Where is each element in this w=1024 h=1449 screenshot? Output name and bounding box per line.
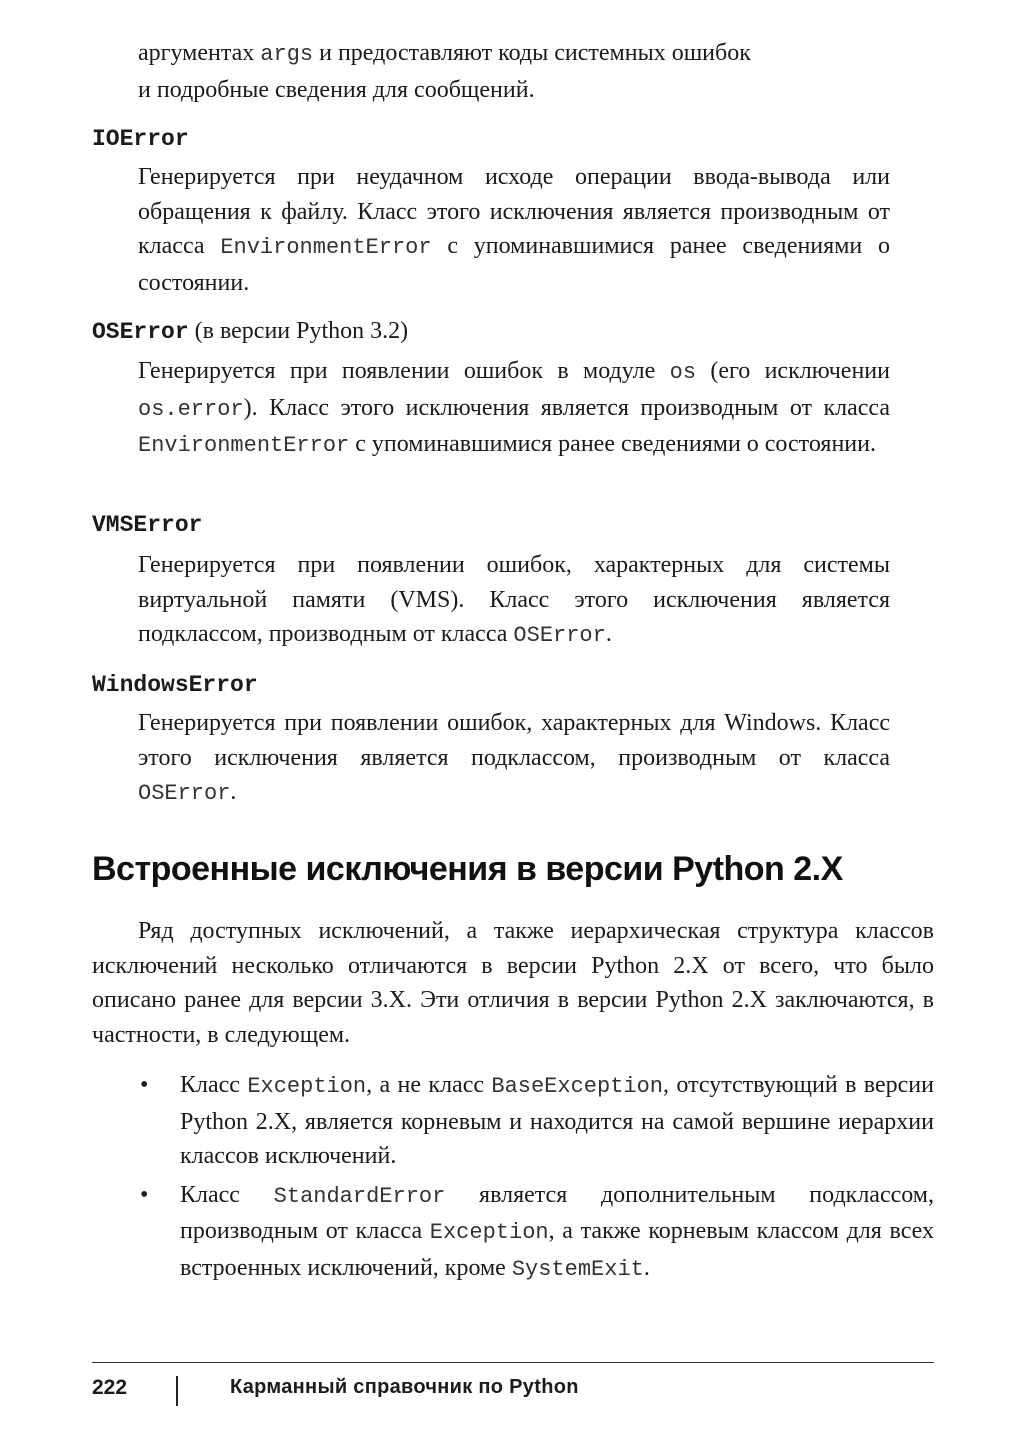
inline-code: os.error xyxy=(138,396,244,422)
inline-code: OSError xyxy=(138,781,231,806)
inline-code: OSError xyxy=(513,623,606,648)
term-name: OSError xyxy=(92,319,189,345)
inline-code: os xyxy=(669,360,697,385)
term-name: VMSError xyxy=(92,512,203,538)
inline-code: Exception xyxy=(429,1220,549,1245)
inline-code: Exception xyxy=(247,1074,367,1099)
term-description: Генерируется при появлении ошибок, характерных для Windows. Класс этого исключения является подклассом, производным от класса OSError. xyxy=(138,710,890,806)
continued-line-1: аргументах args и предоставляют коды системных ошибок xyxy=(138,40,751,67)
page-number: 222 xyxy=(92,1376,128,1399)
bullet-item: • Класс Exception, а не класс BaseException, отсутствующий в версии Python 2.X, является корневым и находится на самой вершине иерархии классов исключений. xyxy=(180,1068,934,1174)
term-heading xyxy=(92,316,408,347)
term-version-note: (в версии Python 3.2) xyxy=(188,318,409,344)
term-heading xyxy=(92,510,202,540)
section-heading: Встроенные исключения в версии Python 2.X xyxy=(92,850,843,888)
bullet-list xyxy=(140,1068,934,1289)
inline-code: EnvironmentError xyxy=(220,235,432,260)
term-description: Генерируется при появлении ошибок, характерных для системы виртуальной памяти (VMS). Класс этого исключения является подклассом, производным от класса OSError. xyxy=(138,552,890,648)
inline-code: BaseException xyxy=(491,1074,664,1099)
term-name: IOError xyxy=(92,126,189,152)
inline-code: args xyxy=(260,42,314,67)
inline-code: EnvironmentError xyxy=(138,433,350,458)
continued-paragraph xyxy=(138,36,890,107)
continued-line-2: и подробные сведения для сообщений. xyxy=(138,76,535,103)
term-description: Генерируется при появлении ошибок в модуле os (его исключении os.error). Класс этого исключения является производным от класса EnvironmentError с упоминавшимися ранее сведениями о состоянии. xyxy=(138,358,890,458)
term-name: WindowsError xyxy=(92,672,258,698)
bullet-item: • Класс StandardError является дополнительным подклассом, производным от класса Exception, а также корневым классом для всех встроенных исключений, кроме SystemExit. xyxy=(180,1178,934,1288)
inline-code: StandardError xyxy=(273,1183,446,1209)
bullet-icon: • xyxy=(140,1181,149,1208)
inline-code: SystemExit xyxy=(511,1256,644,1282)
term-heading xyxy=(92,670,258,700)
term-heading xyxy=(92,124,189,154)
section-intro-paragraph: Ряд доступных исключений, а также иерархическая структура классов исключений несколько отличаются в версии Python 2.X от всего, что было описано ранее для версии 3.X. Эти отличия в версии Python 2.X заключаются, в частности, в следующем. xyxy=(92,918,934,1048)
footer-separator xyxy=(176,1376,178,1406)
term-description: Генерируется при неудачном исходе операции ввода-вывода или обращения к файлу. Класс этого исключения является производным от класса EnvironmentError с упоминавшимися ранее сведениями о состоянии. xyxy=(138,164,891,296)
footer-divider xyxy=(92,1362,934,1363)
running-footer-title: Карманный справочник по Python xyxy=(230,1376,579,1398)
bullet-icon: • xyxy=(140,1072,149,1098)
